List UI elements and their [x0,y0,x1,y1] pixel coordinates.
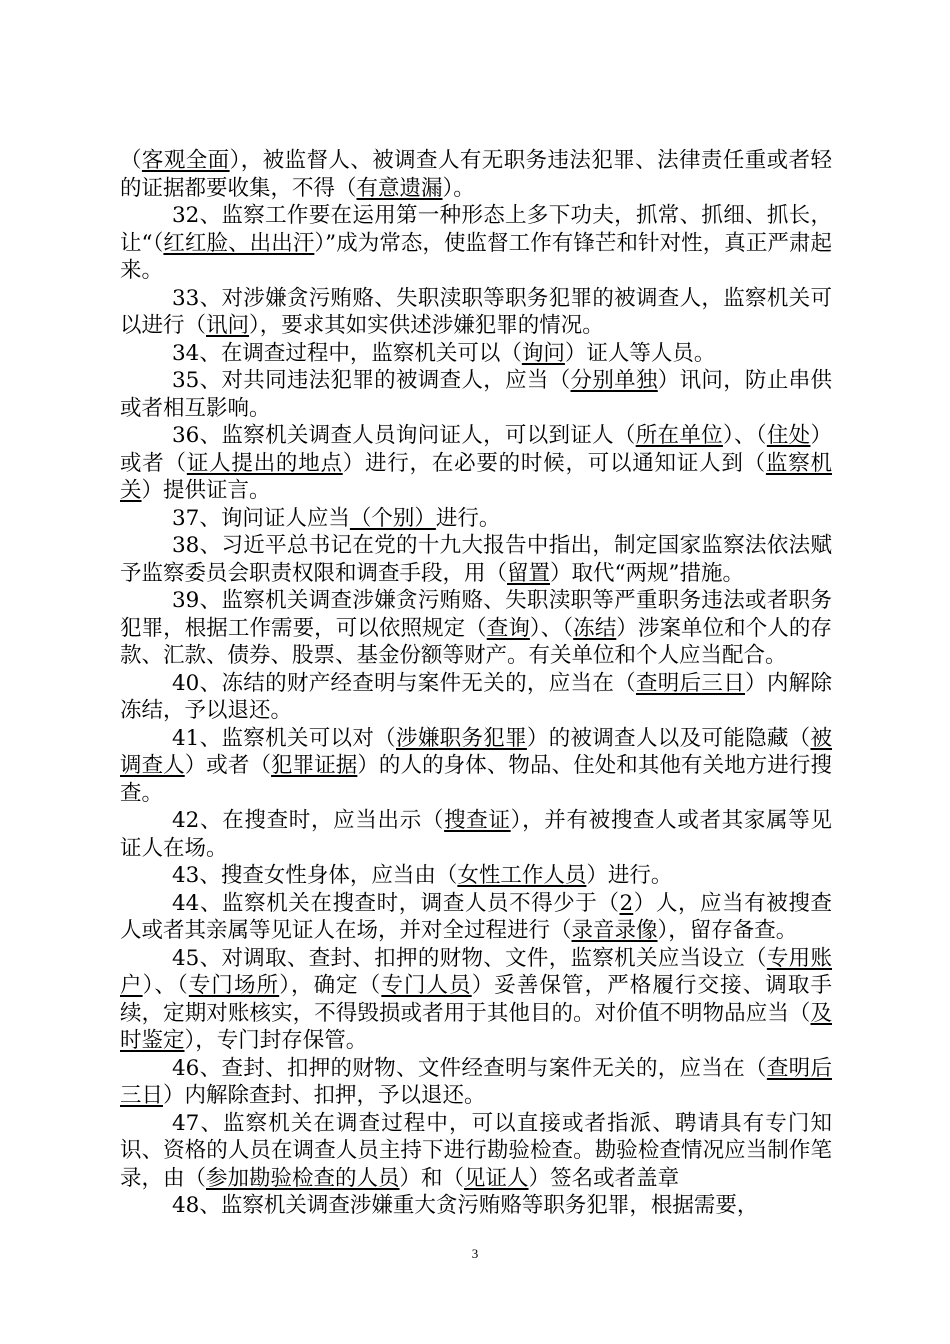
text-segment: ）内解除查封、扣押，予以退还。 [163,1083,486,1108]
text-segment: 43、搜查女性身体，应当由（ [172,863,458,888]
underlined-answer: （个别） [349,505,436,531]
paragraph [120,367,832,422]
text-segment: 42、在搜查时，应当出示（ [172,808,445,833]
underlined-answer: 犯罪证据 [271,753,358,778]
text-segment: ），专门封存保管。 [184,1028,368,1053]
paragraph [120,422,832,505]
text-segment: ）取代“两规”措施。 [550,560,745,586]
underlined-answer: 女性工作人员 [457,863,587,888]
underlined-answer: 讯问 [206,313,250,338]
text-segment: ）内解除冻结，予以退还。 [120,670,832,723]
underlined-answer: 查询 [486,615,530,641]
text-segment: 38、习近平总书记在党的十九大报告中指出，制定国家监察法依法赋予监察委员会职责权限和调查手段，用（ [120,533,832,586]
text-segment: ），留存备查。 [657,918,798,943]
text-segment: ）的人的身体、物品、住处和其他有关地方进行搜查。 [120,753,832,806]
text-segment: ），被监督人、被调查人有无职务违法犯罪、法律责任重或者轻的证据都要收集，不得（ [120,148,832,201]
text-segment: ），确定（ [279,973,382,998]
underlined-answer: 分别单独 [570,368,658,393]
text-segment: ）”成为常态，使监督工作有锋芒和针对性，真正严肃起来。 [120,230,832,283]
text-segment: 进行。 [435,505,501,531]
text-segment: ）的被调查人以及可能隐藏（ [526,725,811,751]
paragraph [120,587,832,670]
text-segment: （ [120,148,142,173]
underlined-answer: 查明后三日 [635,670,746,696]
text-segment: 41、监察机关可以对（ [172,725,396,751]
text-segment: ）和（ [399,1165,465,1191]
text-segment: ）提供证言。 [141,478,271,503]
underlined-answer: 及时鉴定 [120,1000,832,1053]
paragraph [120,945,832,1055]
text-segment: 34、在调查过程中，监察机关可以（ [172,340,522,366]
underlined-answer: 专用账户 [120,945,832,998]
underlined-answer: 住处 [766,423,811,448]
paragraph [120,532,832,587]
text-segment: ）或者（ [184,753,272,778]
paragraph [120,725,832,808]
text-segment: 39、监察机关调查涉嫌贪污贿赂、失职渎职等严重职务违法或者职务犯罪，根据工作需要，可以依照规定（ [120,588,832,641]
paragraph [120,147,832,202]
text-segment: ）人，应当有被搜查人或者其亲属等见证人在场，并对全过程进行（ [120,890,832,943]
underlined-answer: 见证人 [464,1165,529,1191]
paragraph [120,1192,832,1220]
text-segment: 40、冻结的财产经查明与案件无关的，应当在（ [172,670,636,696]
text-segment: 47、监察机关在调查过程中，可以直接或者指派、聘请具有专门知识、资格的人员在调查人员主持下进行勘验检查。勘验检查情况应当制作笔录，由（ [120,1110,832,1191]
text-segment: 33、对涉嫌贪污贿赂、失职渎职等职务犯罪的被调查人，监察机关可以进行（ [120,285,832,338]
underlined-answer: 搜查证 [444,808,511,833]
paragraph [120,807,832,862]
paragraph [120,505,832,533]
text-segment: ）、（ [142,973,189,998]
text-segment: 48、监察机关调查涉嫌重大贪污贿赂等职务犯罪，根据需要， [172,1193,759,1218]
underlined-answer: 2 [619,890,634,916]
underlined-answer: 录音录像 [571,918,658,943]
underlined-answer: 被调查人 [120,725,832,778]
text-segment: 46、查封、扣押的财物、文件经查明与案件无关的，应当在（ [172,1055,767,1081]
text-segment: ）、（ [529,615,574,641]
underlined-answer: 留置 [507,560,551,586]
paragraph [120,202,832,285]
text-segment: ）、（ [722,423,767,448]
paragraph [120,1055,832,1110]
text-segment: ）证人等人员。 [564,340,716,366]
text-segment: 36、监察机关调查人员询问证人，可以到证人（ [172,423,636,448]
text-segment: 35、对共同违法犯罪的被调查人，应当（ [172,368,571,393]
underlined-answer: 所在单位 [635,423,723,448]
underlined-answer: 冻结 [573,615,617,641]
text-segment: ）妥善保管，严格履行交接、调取手续，定期对账核实，不得毁损或者用于其他目的。对价值不明物品应当（ [120,973,832,1026]
underlined-answer: 专门场所 [188,973,280,998]
underlined-answer: 客观全面 [141,148,230,173]
underlined-answer: 红红脸、出出汗 [163,230,315,256]
paragraph [120,285,832,340]
underlined-answer: 证人提出的地点 [186,450,343,476]
text-segment: ）进行。 [586,863,673,888]
paragraph [120,1110,832,1193]
document-body [120,147,832,1220]
text-segment: ）。 [442,175,475,201]
text-segment: ），要求其如实供述涉嫌犯罪的情况。 [249,313,604,338]
paragraph [120,340,832,368]
text-segment: ），并有被搜查人或者其家属等见证人在场。 [120,808,832,861]
underlined-answer: 监察机关 [120,450,832,503]
underlined-answer: 查明后三日 [120,1055,832,1108]
text-segment: ）进行，在必要的时候，可以通知证人到（ [342,450,766,476]
text-segment: ）签名或者盖章 [528,1165,680,1191]
underlined-answer: 询问 [521,340,565,366]
paragraph [120,670,832,725]
text-segment: ）涉案单位和个人的存款、汇款、债券、股票、基金份额等财产。有关单位和个人应当配合。 [120,615,832,668]
underlined-answer: 专门人员 [381,973,472,998]
text-segment: 44、监察机关在搜查时，调查人员不得少于（ [172,890,620,916]
underlined-answer: 有意遗漏 [356,175,443,201]
text-segment: 37、询问证人应当 [172,505,350,531]
text-segment: ）讯问，防止串供或者相互影响。 [120,368,832,421]
underlined-answer: 涉嫌职务犯罪 [396,725,527,751]
text-segment: 45、对调取、查封、扣押的财物、文件，监察机关应当设立（ [172,945,767,971]
underlined-answer: 参加勘验检查的人员 [206,1165,400,1191]
page-number: 3 [471,1246,479,1261]
paragraph [120,890,832,945]
text-segment: 32、监察工作要在运用第一种形态上多下功夫，抓常、抓细、抓长，让“（ [120,203,832,256]
paragraph [120,862,832,890]
text-segment: ）或者（ [120,423,832,476]
